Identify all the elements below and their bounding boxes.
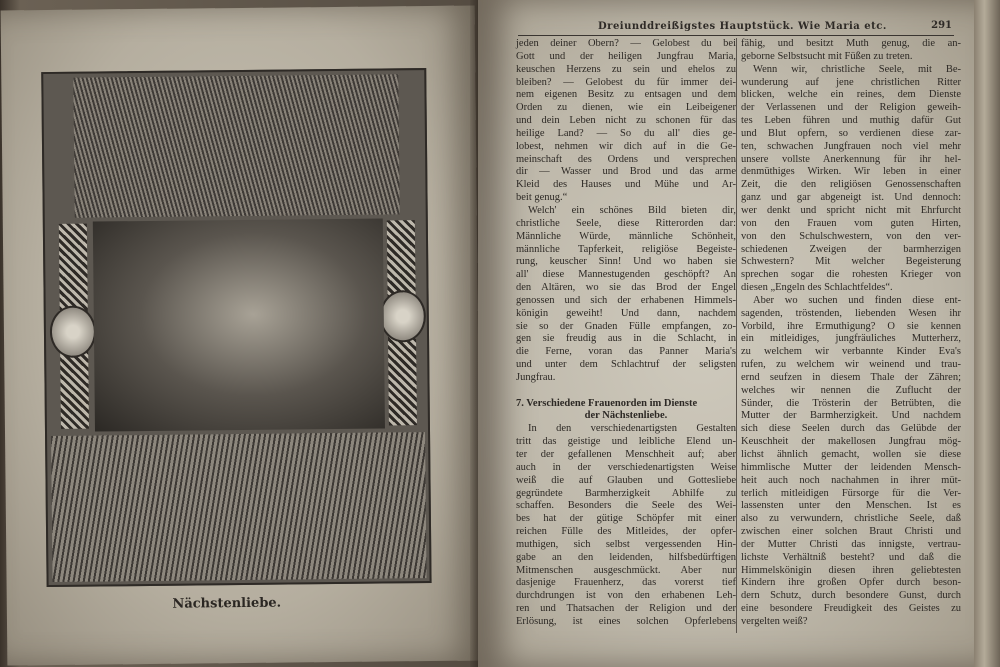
text-line: sie so der Gnaden Fülle empfangen, zo- xyxy=(516,320,736,332)
text-line: vergelten weiß? xyxy=(741,615,808,627)
running-header xyxy=(518,20,954,36)
running-head-title: Dreiunddreißigstes Hauptstück. Wie Maria etc. xyxy=(598,21,887,32)
engraving-central-scene xyxy=(93,219,385,432)
text-line: heit auch noch nachahmen in ihrer müt- xyxy=(741,474,961,486)
text-line: In den verschiedenartigsten Gestalten xyxy=(528,423,736,435)
text-line: gabe an den leidenden, hilfsbedürftigen xyxy=(516,551,736,563)
text-line: weiß die auf Glauben und Gottesliebe xyxy=(516,474,736,486)
medallion-portrait-left xyxy=(50,306,97,358)
left-page xyxy=(1,6,482,666)
text-line: Aber wo suchen und finden diese ent- xyxy=(753,294,961,306)
text-line: schiedenen Zweigen der barmherzigen xyxy=(741,243,961,255)
text-line: Wenn wir, christliche Seele, mit Be- xyxy=(753,63,961,75)
text-line: Kindern ihre großen Opfer durch beson- xyxy=(741,577,961,589)
column-divider xyxy=(736,38,737,633)
engraving-bottom-scene xyxy=(51,432,427,582)
text-line: Erlösung, ist eines solchen Opferlebens xyxy=(516,615,736,627)
illustration-caption: Nächstenliebe. xyxy=(172,595,282,612)
text-line: Vorbild, ihre Ermuthigung? O sie kennen xyxy=(741,320,961,332)
page-edges xyxy=(974,0,1000,667)
text-line: all' diese Mannestugenden geschöpft? An xyxy=(516,269,736,281)
text-line: die Ferne, voran das Panner Maria's xyxy=(516,346,736,358)
text-line: bes hat der gütige Schöpfer mit einer xyxy=(516,513,736,525)
text-line: also zu verwundern, christliche Seele, daß xyxy=(741,513,961,525)
text-line: und unter dem Schlachtruf der seligsten xyxy=(516,359,736,371)
text-line: muthigen, sich selbst vergessenden Hin- xyxy=(516,538,736,550)
text-line: ter der gefallenen Menschheit auf; aber xyxy=(516,449,736,460)
text-line: ein mitleidiges, jungfräuliches Mutterherz, xyxy=(741,333,961,345)
text-line: blicken, welche ein reines, dem Dienste xyxy=(741,89,961,101)
text-line: tes Leben führen und muthig dafür Gut xyxy=(741,115,961,127)
text-line: fähig, und besitzt Muth genug, die an- xyxy=(741,38,961,49)
text-line: Zeit, die den religiösen Genossenschaften xyxy=(741,179,961,191)
text-line: Sünder, die Trösterin der Betrübten, die xyxy=(741,397,961,409)
text-line: gen sie freudig aus in die Schlacht, in xyxy=(516,333,736,345)
text-line: männliche Tapferkeit, religiöse Begeiste- xyxy=(516,243,736,255)
text-line: den Altären, wo sie das Brod der Engel xyxy=(516,282,736,294)
text-line: sich diese Seelen durch das Gelübde der xyxy=(741,423,961,435)
text-line: nem eigenen Besitz zu entsagen und dem xyxy=(516,89,736,101)
text-line: schaffen. Besonders die Seele des Wei- xyxy=(516,500,736,512)
text-line: zu welchem wir verbannte Kinder Eva's xyxy=(741,346,961,358)
section-heading: der Nächstenliebe. xyxy=(584,410,668,422)
text-line: Himmelskönigin diesen ihren geliebtesten xyxy=(741,564,961,576)
text-line: durchdrungen ist von den erhabenen Leh- xyxy=(516,590,736,602)
text-line: heilige Land? — So du all' dies ge- xyxy=(516,127,736,139)
text-line: welches wir nennen die Zuflucht der xyxy=(741,384,961,396)
text-line: Gott und der heiligen Jungfrau Maria, xyxy=(516,50,736,62)
text-line: jeden deiner Obern? — Gelobest du bei xyxy=(516,38,736,49)
text-line: unsere vollste Anerkennung für ihr hel- xyxy=(741,153,961,165)
text-line: von den Schulschwestern, von den ver- xyxy=(741,230,961,242)
text-line: Jungfrau. xyxy=(516,371,556,383)
text-line: dern Schutz, durch besondere Gunst, durch xyxy=(741,590,961,602)
text-line: ganz und gar abgeneigt ist. Und dennoch: xyxy=(741,192,961,204)
text-line: Kleid des Hauses und Mühe und Ar- xyxy=(516,179,736,191)
text-line: Welch' ein schönes Bild bieten dir, xyxy=(528,204,736,216)
text-line: terlich mitleidigen Fürsorge für die Ver- xyxy=(741,487,961,499)
text-line: himmlische Mutter der leidenden Mensch- xyxy=(741,461,961,473)
text-line: gegründete Barmherzigkeit Abhilfe zu xyxy=(516,487,736,499)
text-line: zwischen einer solchen Braut Christi und xyxy=(741,526,961,538)
text-line: sprechen sogar die rohesten Krieger von xyxy=(741,269,961,281)
text-line: lobest, nehmen wir dich auf in die Ge- xyxy=(516,140,736,152)
text-line: Keuschheit der makellosen Jungfrau mög- xyxy=(741,436,961,448)
text-line: Mutter der Barmherzigkeit. Und nachdem xyxy=(741,410,961,422)
text-line: geborne Selbstsucht mit Füßen zu treten. xyxy=(741,50,913,62)
medallion-portrait-right xyxy=(380,290,427,342)
engraving-top-scene xyxy=(73,74,399,217)
text-line: ernd seufzen in diesem Thale der Zähren; xyxy=(741,371,961,383)
text-column-left xyxy=(516,38,736,629)
text-line: Mitmenschen ausgeschmückt. Aber nur xyxy=(516,564,736,576)
text-line: ten, schwachen Jungfrauen noch viel mehr xyxy=(741,140,961,152)
text-line: keuschen Herzens zu sein und ehelos zu xyxy=(516,63,736,75)
text-line: reichen Fülle des Mitleides, der opfer- xyxy=(516,526,736,538)
text-line: meinschaft des Ordens und versprechen xyxy=(516,153,736,165)
text-line: eine besondere Freudigkeit des Geistes zu xyxy=(741,603,961,615)
text-line: dir — Wasser und Brod und das arme xyxy=(516,166,736,178)
engraving-illustration xyxy=(41,68,431,587)
text-line: von den Frauen vom guten Hirten, xyxy=(741,217,961,229)
text-line: Schwestern? Mit welcher Begeisterung xyxy=(741,256,961,268)
text-line: der Verlassenen und der Religion geweih- xyxy=(741,102,961,114)
text-line: Männliche Würde, männliche Schönheit, xyxy=(516,230,736,242)
text-line: lichste Verhältniß besteht? und daß die xyxy=(741,551,961,563)
section-heading: 7. Verschiedene Frauenorden im Dienste xyxy=(516,397,698,409)
text-line: denmüthiges Wirken. Wir leben in einer xyxy=(741,166,961,178)
page-number: 291 xyxy=(931,20,952,31)
text-line: Orden zu dienen, wie ein Leibeigener xyxy=(516,102,736,114)
text-line: diesen „Engeln des Schlachtfeldes“. xyxy=(741,282,893,294)
text-line: genossen und sich der erhabenen Himmels- xyxy=(516,294,736,306)
text-line: lassensten unter den Menschen. Ist es xyxy=(741,500,961,512)
text-line: königin geweiht! Und dann, nachdem xyxy=(516,307,736,319)
text-line: christliche Seele, diese Ritterorden dar: xyxy=(516,217,736,229)
text-line: dasjenige Frauenherz, das vorerst tief xyxy=(516,577,736,589)
text-line: auch in der verschiedenartigsten Weise xyxy=(516,461,736,473)
text-column-right xyxy=(741,38,961,629)
text-line: lichst ähnlich gemacht, wollen sie diese xyxy=(741,449,961,460)
text-line: bleiben? — Gelobest du für immer dei- xyxy=(516,76,736,88)
text-line: sagenden, tröstenden, liebenden Wesen ihr xyxy=(741,307,961,319)
text-line: rung, keuscher Sinn! Und wo haben sie xyxy=(516,256,736,268)
text-line: tritt das geistige und leibliche Elend un- xyxy=(516,436,736,448)
text-line: und dein Leben nicht zu schonen für das xyxy=(516,115,736,127)
text-line xyxy=(516,385,736,398)
text-line: wunderung auf jene christlichen Ritter xyxy=(741,76,961,88)
text-line: der Mutter Christi das innigste, vertrau- xyxy=(741,538,961,550)
text-line: ren und Thatsachen der Religion und der xyxy=(516,603,736,615)
text-line: beit genug.“ xyxy=(516,192,568,204)
text-line: rufen, zu welchem wir weinend und trau- xyxy=(741,359,961,371)
text-line: wer denkt und spricht nicht mit Ehrfurcht xyxy=(741,204,961,216)
text-line: und Blut opfern, so verdienen diese zar- xyxy=(741,127,961,139)
